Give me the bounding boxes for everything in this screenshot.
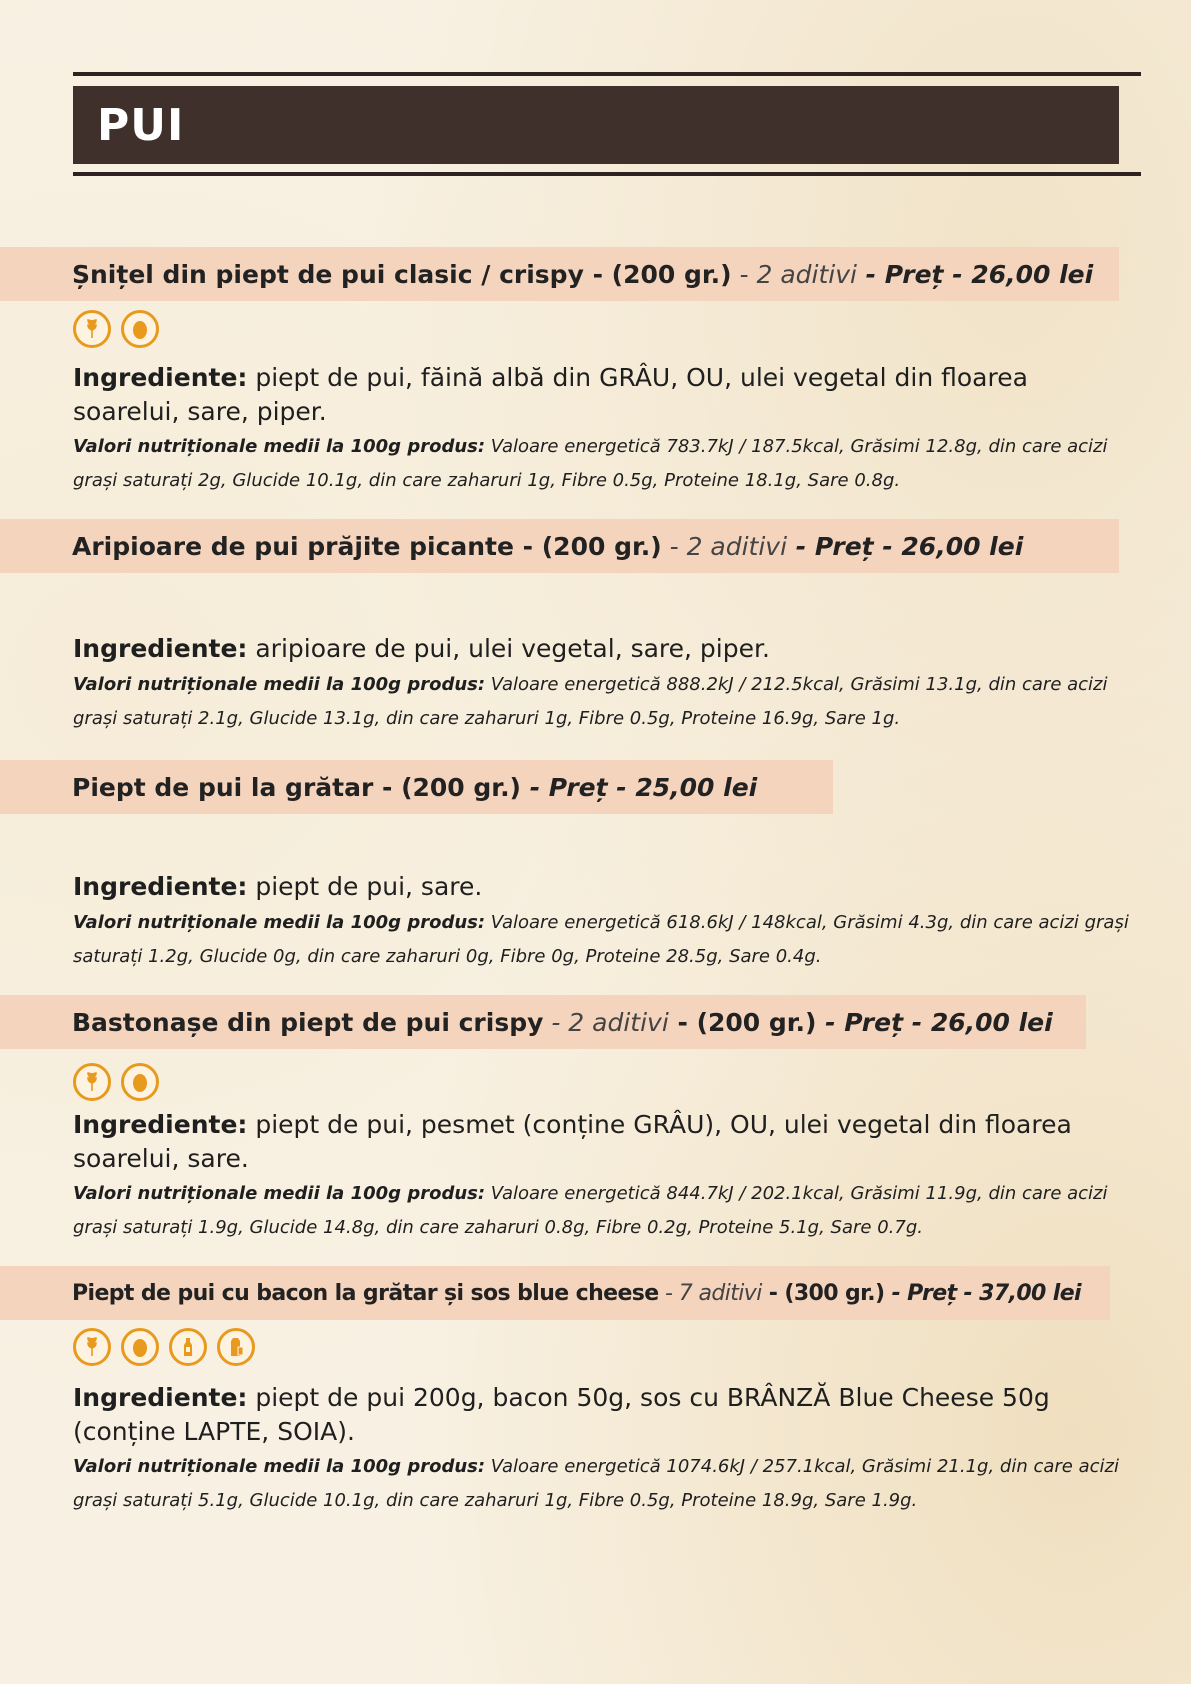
item-nutrition xyxy=(73,906,1133,974)
item-additives: - 2 aditivi xyxy=(543,1007,669,1037)
egg-icon xyxy=(121,1063,159,1101)
wheat-icon xyxy=(73,310,111,348)
nutrition-text: Valoare energetică 783.7kJ / 187.5kcal, Grăsimi 12.8g, din care acizi grași saturați 2g, Glucide 10.1g, din care zaharuri 1g, Fibre 0.5g, Proteine 18.1g, Sare 0.8g. xyxy=(73,436,1108,491)
item-price: - Preț - 25,00 lei xyxy=(521,772,758,802)
ingredients-text: piept de pui 200g, bacon 50g, sos cu BRÂNZĂ Blue Cheese 50g (conține LAPTE, SOIA). xyxy=(73,1383,1050,1446)
nutrition-label: Valori nutriționale medii la 100g produs: xyxy=(73,674,486,695)
egg-icon xyxy=(121,1328,159,1366)
item-size: - (200 gr.) xyxy=(668,1007,817,1037)
nutrition-text: Valoare energetică 844.7kJ / 202.1kcal, Grăsimi 11.9g, din care acizi grași saturați 1.9g, Glucide 14.8g, din care zaharuri 0.8g, Fibre 0.2g, Proteine 5.1g, Sare 0.7g. xyxy=(73,1183,1108,1238)
section-title-bar xyxy=(73,86,1119,164)
item-ingredients xyxy=(73,1381,1133,1449)
item-size: - (300 gr.) xyxy=(761,1280,885,1306)
allergen-icons xyxy=(73,310,159,354)
item-ingredients xyxy=(73,1108,1133,1176)
item-ingredients xyxy=(73,632,1133,666)
item-name: Piept de pui cu bacon la grătar și sos blue cheese xyxy=(72,1280,659,1306)
menu-item-header xyxy=(0,1266,1110,1320)
nutrition-label: Valori nutriționale medii la 100g produs: xyxy=(73,912,486,933)
item-additives: - 2 aditivi xyxy=(731,259,857,289)
ingredients-text: aripioare de pui, ulei vegetal, sare, piper. xyxy=(247,634,770,663)
wheat-icon xyxy=(73,1328,111,1366)
item-ingredients xyxy=(73,361,1133,429)
ingredients-label: Ingrediente: xyxy=(73,634,248,663)
ingredients-label: Ingrediente: xyxy=(73,872,248,901)
item-price: - Preț - 26,00 lei xyxy=(787,531,1024,561)
nutrition-label: Valori nutriționale medii la 100g produs: xyxy=(73,1183,486,1204)
milk-icon xyxy=(217,1328,255,1366)
nutrition-text: Valoare energetică 618.6kJ / 148kcal, Grăsimi 4.3g, din care acizi grași saturați 1.2g, Glucide 0g, din care zaharuri 0g, Fibre 0g, Proteine 28.5g, Sare 0.4g. xyxy=(73,912,1129,967)
item-additives: - 2 aditivi xyxy=(661,531,788,561)
item-price: - Preț - 37,00 lei xyxy=(884,1280,1081,1306)
title-rule-top xyxy=(73,72,1141,76)
item-name: Piept de pui la grătar - (200 gr.) xyxy=(72,772,521,802)
ingredients-label: Ingrediente: xyxy=(73,1383,248,1412)
title-rule-bottom xyxy=(73,172,1141,176)
item-price: - Preț - 26,00 lei xyxy=(856,259,1094,289)
item-name: Aripioare de pui prăjite picante - (200 gr.) xyxy=(72,531,662,561)
menu-item-header xyxy=(0,760,833,814)
nutrition-label: Valori nutriționale medii la 100g produs: xyxy=(73,436,486,457)
item-nutrition xyxy=(73,1177,1133,1245)
ingredients-text: piept de pui, sare. xyxy=(247,872,483,901)
wheat-icon xyxy=(73,1063,111,1101)
ingredients-label: Ingrediente: xyxy=(73,1110,248,1139)
menu-item-header xyxy=(0,247,1119,301)
ingredients-text: piept de pui, făină albă din GRÂU, OU, ulei vegetal din floarea soarelui, sare, piper. xyxy=(73,363,1028,426)
nutrition-text: Valoare energetică 1074.6kJ / 257.1kcal, Grăsimi 21.1g, din care acizi grași saturați 5.1g, Glucide 10.1g, din care zaharuri 1g, Fibre 0.5g, Proteine 18.9g, Sare 1.9g. xyxy=(73,1456,1119,1511)
menu-item-header xyxy=(0,995,1086,1049)
item-ingredients xyxy=(73,870,1133,904)
item-price: - Preț - 26,00 lei xyxy=(816,1007,1053,1037)
item-additives: - 7 aditivi xyxy=(658,1280,762,1306)
nutrition-text: Valoare energetică 888.2kJ / 212.5kcal, Grăsimi 13.1g, din care acizi grași saturați 2.1g, Glucide 13.1g, din care zaharuri 1g, Fibre 0.5g, Proteine 16.9g, Sare 1g. xyxy=(73,674,1108,729)
section-title: PUI xyxy=(97,99,185,151)
item-nutrition xyxy=(73,668,1133,736)
item-name: Bastonașe din piept de pui crispy xyxy=(72,1007,544,1037)
ingredients-label: Ingrediente: xyxy=(73,363,248,392)
item-nutrition xyxy=(73,1450,1133,1518)
item-nutrition xyxy=(73,430,1133,498)
item-name: Șnițel din piept de pui clasic / crispy - (200 gr.) xyxy=(72,259,732,289)
allergen-icons xyxy=(73,1063,159,1107)
menu-item-header xyxy=(0,519,1119,573)
soy-bottle-icon xyxy=(169,1328,207,1366)
allergen-icons xyxy=(73,1328,255,1372)
nutrition-label: Valori nutriționale medii la 100g produs: xyxy=(73,1456,486,1477)
ingredients-text: piept de pui, pesmet (conține GRÂU), OU, ulei vegetal din floarea soarelui, sare. xyxy=(73,1110,1072,1173)
egg-icon xyxy=(121,310,159,348)
